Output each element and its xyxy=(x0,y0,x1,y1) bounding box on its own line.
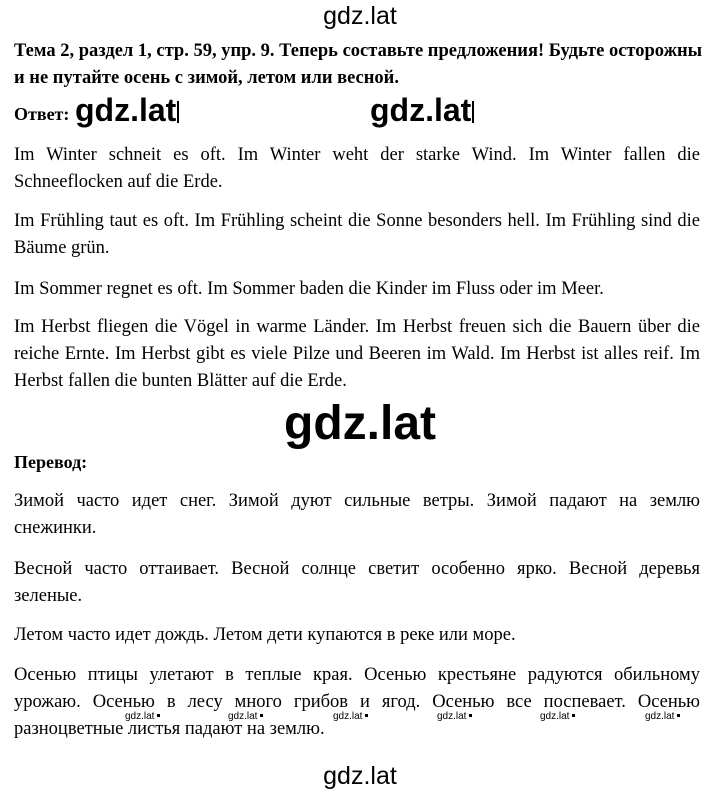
translation-label: Перевод: xyxy=(14,452,88,472)
watermark-small: gdz.lat xyxy=(333,711,368,722)
watermark-small: gdz.lat xyxy=(228,711,263,722)
cursor-mark xyxy=(177,101,179,123)
translation-paragraph-autumn: Осенью птицы улетают в теплые края. Осенью крестьяне радуются обильному урожаю. Осенью в лесу много грибов и ягод. Осенью все поспевает. Осенью разноцветные листья падают на землю. xyxy=(14,665,700,739)
answer-label: Ответ: xyxy=(14,104,70,124)
translation-paragraph-winter: Зимой часто идет снег. Зимой дуют сильные ветры. Зимой падают на землю снежинки. xyxy=(14,491,700,538)
watermark-middle: gdz.lat xyxy=(284,397,436,450)
answer-paragraph-summer: Im Sommer regnet es oft. Im Sommer baden die Kinder im Fluss oder im Meer. xyxy=(14,279,604,299)
watermark-small: gdz.lat xyxy=(645,711,680,722)
watermark-small: gdz.lat xyxy=(540,711,575,722)
translation-paragraph-spring: Весной часто оттаивает. Весной солнце светит особенно ярко. Весной деревья зеленые. xyxy=(14,559,700,606)
watermark-small: gdz.lat xyxy=(125,711,160,722)
watermark-answer-2: gdz.lat xyxy=(370,92,474,129)
task-title: Тема 2, раздел 1, стр. 59, упр. 9. Теперь составьте предложения! Будьте осторожны и не путайте осень с зимой, летом или весной. xyxy=(14,41,703,88)
watermark-top: gdz.lat xyxy=(323,2,397,30)
cursor-mark xyxy=(472,101,474,123)
answer-paragraph-spring: Im Frühling taut es oft. Im Frühling scheint die Sonne besonders hell. Im Frühling sind die Bäume grün. xyxy=(14,211,700,258)
answer-paragraph-winter: Im Winter schneit es oft. Im Winter weht der starke Wind. Im Winter fallen die Schneeflocken auf die Erde. xyxy=(14,145,700,192)
watermark-answer-1: gdz.lat xyxy=(75,92,179,129)
watermark-bottom: gdz.lat xyxy=(323,762,397,790)
watermark-small: gdz.lat xyxy=(437,711,472,722)
translation-paragraph-summer: Летом часто идет дождь. Летом дети купаются в реке или море. xyxy=(14,625,516,645)
answer-paragraph-autumn: Im Herbst fliegen die Vögel in warme Länder. Im Herbst freuen sich die Bauern über die reiche Ernte. Im Herbst gibt es viele Pilze und Beeren im Wald. Im Herbst ist alles reif. Im Herbst fallen die bunten Blätter auf die Erde. xyxy=(14,317,700,391)
